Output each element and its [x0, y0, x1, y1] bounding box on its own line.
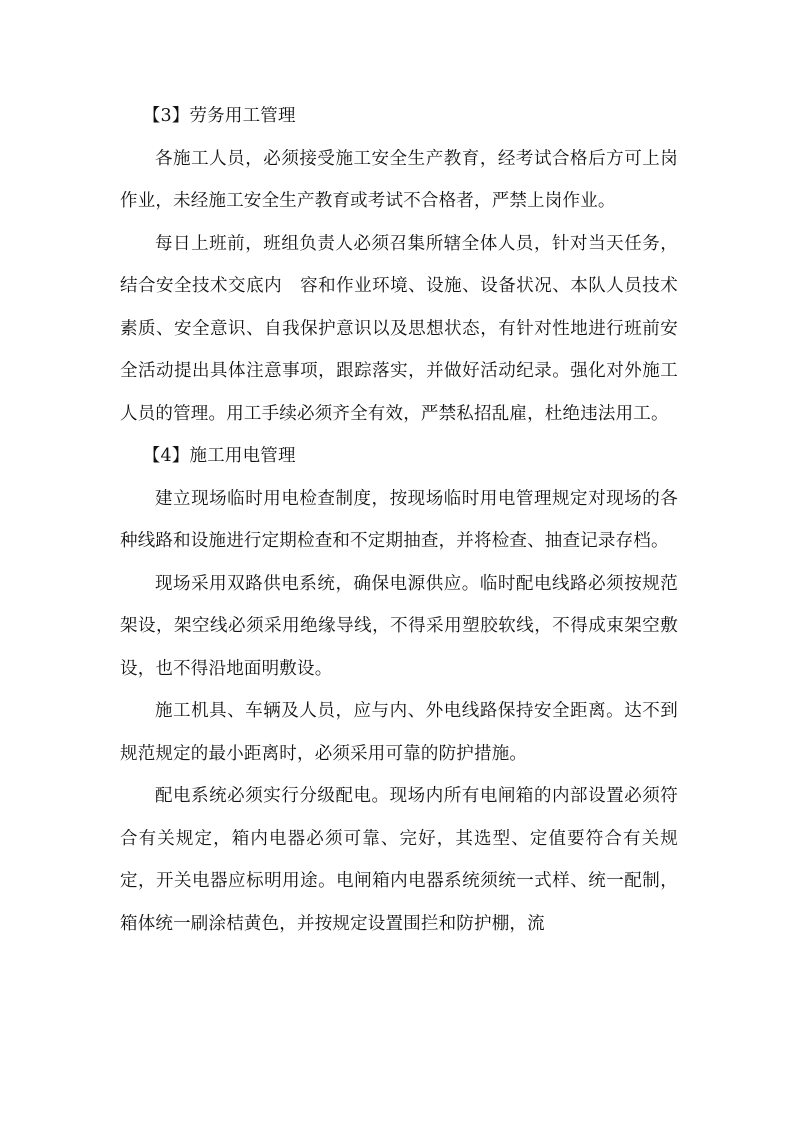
paragraph: 配电系统必须实行分级配电。现场内所有电闸箱的内部设置必须符合有关规定，箱内电器必须可靠、完好，其选型、定值要符合有关规定，开关电器应标明用途。电闸箱内电器系统须统一式样、统一配制，箱体统一刷涂桔黄色，并按规定设置围拦和防护棚，流: [120, 786, 678, 934]
section-labor-management: [120, 95, 678, 435]
section-heading: 【4】施工用电管理: [142, 446, 296, 466]
document-page: [120, 95, 678, 945]
section-heading: 【3】劳务用工管理: [142, 106, 296, 126]
paragraph: 每日上班前，班组负责人必须召集所辖全体人员，针对当天任务，结合安全技术交底内 容和作业环境、设施、设备状况、本队人员技术素质、安全意识、自我保护意识以及思想状态，有针对性地进行班前安全活动提出具体注意事项，跟踪落实，并做好活动纪录。强化对外施工人员的管理。用工手续必须齐全有效，严禁私招乱雇，杜绝违法用工。: [120, 233, 678, 424]
paragraph: 建立现场临时用电检查制度，按现场临时用电管理规定对现场的各种线路和设施进行定期检查和不定期抽查，并将检查、抽查记录存档。: [120, 488, 678, 551]
paragraph: 施工机具、车辆及人员，应与内、外电线路保持安全距离。达不到规范规定的最小距离时，必须采用可靠的防护措施。: [120, 701, 678, 764]
paragraph: 各施工人员，必须接受施工安全生产教育，经考试合格后方可上岗作业，未经施工安全生产教育或考试不合格者，严禁上岗作业。: [120, 148, 678, 211]
section-electricity-management: [120, 435, 678, 945]
paragraph: 现场采用双路供电系统，确保电源供应。临时配电线路必须按规范架设，架空线必须采用绝缘导线，不得采用塑胶软线，不得成束架空敷设，也不得沿地面明敷设。: [120, 573, 678, 679]
